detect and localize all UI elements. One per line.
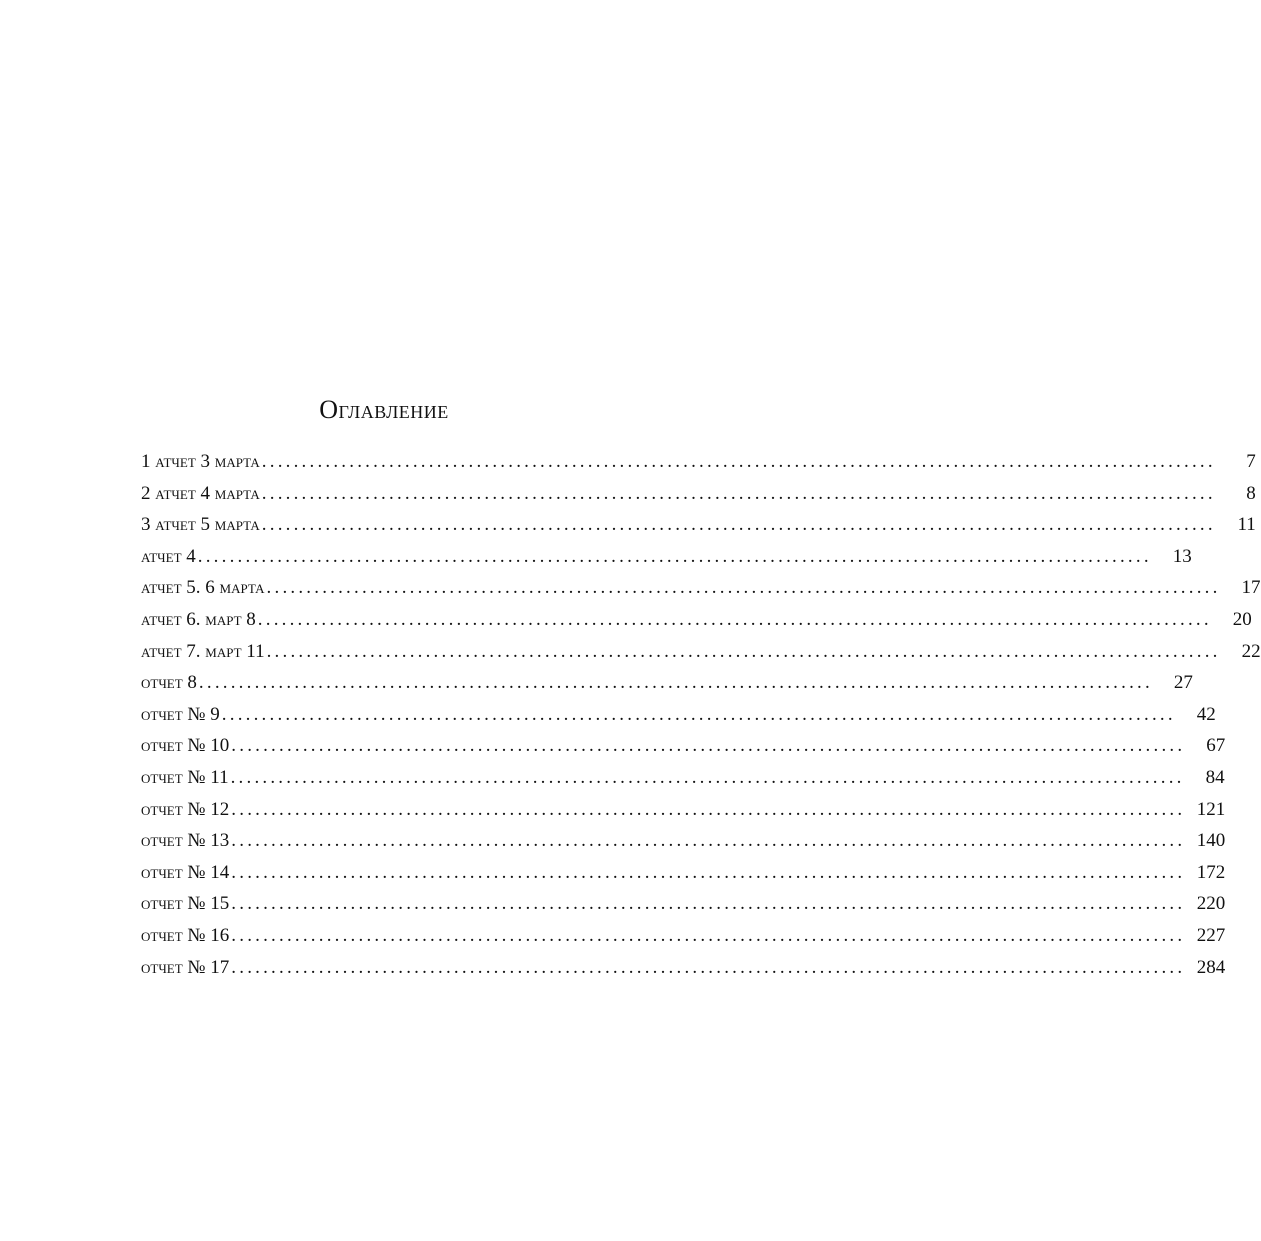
toc-entry[interactable] [141,636,1261,668]
dot-leader: ........................................................................................................................ [261,482,1216,504]
toc-entry[interactable] [141,604,1252,636]
toc-entry[interactable] [141,857,1226,889]
dot-leader: ........................................................................................................................ [266,577,1221,599]
toc-entry-title: атчет 5. 6 марта [141,577,265,599]
dot-leader: ........................................................................................................................ [198,672,1153,694]
toc-entry-page-number: 7 [1246,451,1256,472]
dot-leader: ........................................................................................................................ [231,893,1186,915]
toc-entry-title: атчет 6. март 8 [141,608,256,630]
toc-entry[interactable] [141,794,1226,826]
toc-entry-title: отчет 8 [141,672,197,694]
toc-entry-title: отчет № 16 [141,924,230,946]
toc-entry[interactable] [141,541,1192,573]
toc-entry-page-number: 8 [1246,482,1256,504]
dot-leader: ........................................................................................................................ [266,640,1221,662]
dot-leader: ........................................................................................................................ [231,798,1186,820]
toc-entry-page-number: 284 [1196,956,1226,978]
toc-entry[interactable] [141,699,1216,731]
table-of-contents [141,446,1261,983]
toc-entry[interactable] [141,572,1261,604]
toc-entry-title: отчет № 13 [141,830,230,852]
dot-leader: ........................................................................................................................ [231,956,1186,978]
toc-entry-page-number: 22 [1241,640,1261,662]
toc-entry-page-number: 42 [1196,703,1216,725]
dot-leader: ........................................................................................................................ [231,924,1186,946]
toc-entry[interactable] [141,509,1256,541]
toc-entry-page-number: 121 [1196,798,1226,820]
toc-entry-page-number: 11 [1237,514,1256,536]
toc-entry[interactable] [141,667,1193,699]
toc-entry[interactable] [141,762,1225,794]
toc-entry-title: отчет № 10 [141,735,230,757]
toc-entry-title: отчет № 17 [141,956,230,978]
toc-entry-title: 1 атчет 3 марта [141,451,260,472]
dot-leader: ........................................................................................................................ [261,514,1216,536]
dot-leader: ........................................................................................................................ [231,830,1186,852]
dot-leader: ........................................................................................................................ [197,545,1152,567]
toc-entry-title: отчет № 9 [141,703,220,725]
toc-entry-title: атчет 7. март 11 [141,640,265,662]
dot-leader: ........................................................................................................................ [261,451,1216,472]
toc-entry-title: отчет № 12 [141,798,230,820]
toc-entry[interactable] [141,446,1256,478]
toc-entry-title: отчет № 15 [141,893,230,915]
toc-entry-page-number: 172 [1196,861,1226,883]
toc-entry-page-number: 20 [1232,608,1252,630]
toc-entry-title: отчет № 14 [141,861,230,883]
toc-entry-page-number: 13 [1172,545,1192,567]
toc-heading: Оглавление [319,395,449,424]
toc-entry-page-number: 27 [1173,672,1193,694]
toc-entry-title: атчет 4 [141,545,196,567]
toc-entry-page-number: 220 [1196,893,1226,915]
dot-leader: ........................................................................................................................ [231,861,1186,883]
toc-entry[interactable] [141,478,1256,510]
toc-entry-page-number: 67 [1206,735,1226,757]
dot-leader: ........................................................................................................................ [257,608,1212,630]
toc-entry-title: 3 атчет 5 марта [141,514,260,536]
toc-entry-title: 2 атчет 4 марта [141,482,260,504]
toc-entry-title: отчет № 11 [141,766,229,788]
dot-leader: ........................................................................................................................ [231,735,1186,757]
toc-entry[interactable] [141,730,1226,762]
toc-entry-page-number: 84 [1205,766,1225,788]
toc-entry[interactable] [141,952,1226,984]
toc-entry-page-number: 140 [1196,830,1226,852]
dot-leader: ........................................................................................................................ [230,766,1185,788]
toc-entry[interactable] [141,825,1226,857]
toc-entry-page-number: 227 [1196,924,1226,946]
toc-entry[interactable] [141,888,1226,920]
toc-entry-page-number: 17 [1241,577,1261,599]
toc-entry[interactable] [141,920,1226,952]
dot-leader: ........................................................................................................................ [221,703,1176,725]
